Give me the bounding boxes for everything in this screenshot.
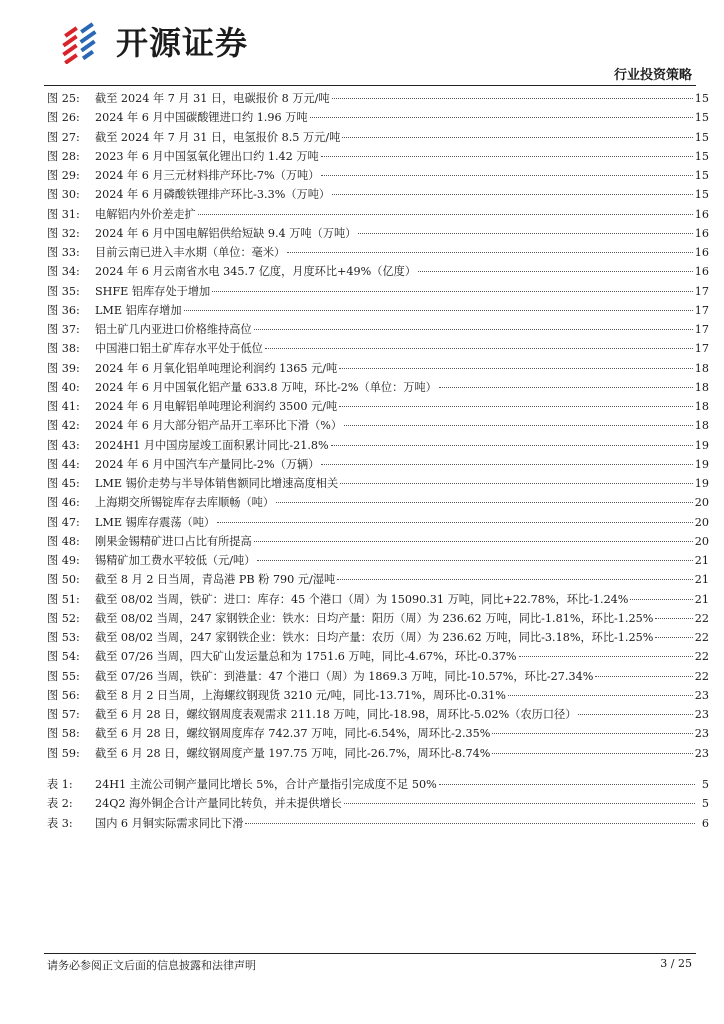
dot-leader (321, 156, 693, 157)
toc-entry-title[interactable]: 截至 07/26 当周，铁矿：到港量：47 个港口（周）为 1869.3 万吨，同比-10.57%，环比-27.34% (95, 669, 594, 683)
toc-entry-number: 图 54: (47, 650, 80, 664)
toc-entry-title[interactable]: 截至 07/26 当周，四大矿山发运量总和为 1751.6 万吨，同比-4.67%，环比-0.37% (95, 650, 517, 664)
brand-logo (62, 22, 248, 64)
toc-entry-page[interactable]: 23 (694, 746, 709, 760)
toc-entry-title[interactable]: LME 锡库存震荡（吨） (95, 515, 216, 529)
figure-toc-row[interactable] (47, 89, 709, 108)
toc-entry-number: 图 38: (47, 342, 80, 356)
dot-leader (655, 618, 692, 619)
toc-entry-number: 图 25: (47, 92, 80, 105)
toc-entry-title[interactable]: 24H1 主流公司铜产量同比增长 5%，合计产量指引完成度不足 50% (95, 778, 437, 791)
toc-entry-number: 图 34: (47, 265, 80, 279)
toc-entry-title[interactable]: 截至 08/02 当周，铁矿：进口：库存：45 个港口（周）为 15090.31 万吨，同比+22.78%，环比-1.24% (95, 592, 629, 606)
page-number: 3 / 25 (660, 957, 692, 970)
toc-entry-page[interactable]: 17 (694, 342, 709, 356)
toc-entry-page[interactable]: 17 (694, 284, 709, 298)
toc-entry-number: 图 46: (47, 496, 80, 510)
figure-toc-row[interactable] (47, 359, 709, 378)
toc-entry-title[interactable]: 2024 年 6 月中国碳酸锂进口约 1.96 万吨 (95, 111, 308, 125)
toc-entry-title[interactable]: 截至 6 月 28 日，螺纹钢周度库存 742.37 万吨，同比-6.54%，周环比-2.35% (95, 727, 491, 741)
toc-entry-number: 图 56: (47, 688, 80, 702)
toc-entry-title[interactable]: 2024 年 6 月磷酸铁锂排产环比-3.3%（万吨） (95, 188, 331, 202)
toc-entry-title[interactable]: 2024 年 6 月电解铝单吨理论利润约 3500 元/吨 (95, 400, 338, 413)
toc-entry-title[interactable]: 2024 年 6 月大部分铝产品开工率环比下滑（%） (95, 419, 343, 433)
toc-entry-page[interactable]: 22 (694, 631, 709, 644)
header-divider (44, 85, 696, 86)
toc-entry-title[interactable]: 2024 年 6 月三元材料排产环比-7%（万吨） (95, 169, 320, 182)
toc-entry-title[interactable]: 截至 2024 年 7 月 31 日，电碳报价 8 万元/吨 (95, 92, 330, 105)
dot-leader (245, 823, 695, 824)
toc-entry-title[interactable]: 上海期交所锡锭库存去库顺畅（吨） (95, 496, 275, 510)
toc-entry-page[interactable]: 16 (694, 207, 709, 221)
dot-leader (198, 214, 693, 215)
figure-toc-row[interactable] (47, 108, 709, 127)
dot-leader (217, 522, 693, 523)
figure-toc-row[interactable] (47, 724, 709, 743)
toc-entry-page[interactable]: 21 (694, 573, 709, 587)
figure-toc-row[interactable] (47, 686, 709, 705)
dot-leader (655, 637, 692, 638)
toc-entry-title[interactable]: 中国港口铝土矿库存水平处于低位 (95, 342, 263, 356)
figure-toc-row[interactable] (47, 416, 709, 435)
dot-leader (630, 599, 692, 600)
dot-leader (492, 753, 692, 754)
dot-leader (254, 541, 693, 542)
dot-leader (321, 464, 692, 465)
dot-leader (310, 117, 693, 118)
toc-entry-title[interactable]: 2023 年 6 月中国氢氧化锂出口约 1.42 万吨 (95, 149, 319, 163)
toc-entry-page[interactable]: 19 (694, 477, 709, 490)
toc-entry-page[interactable]: 6 (701, 816, 709, 830)
toc-entry-page[interactable]: 22 (694, 669, 709, 683)
toc-entry-number: 图 28: (47, 149, 80, 163)
toc-entry-page[interactable]: 20 (694, 496, 709, 510)
toc-entry-page[interactable]: 5 (701, 778, 709, 791)
toc-entry-number: 表 2: (47, 797, 73, 811)
dot-leader (492, 733, 692, 734)
toc-entry-page[interactable]: 23 (694, 727, 709, 741)
figure-toc-row[interactable] (47, 339, 709, 358)
toc-entry-page[interactable]: 5 (701, 797, 709, 811)
toc-entry-title[interactable]: 国内 6 月铜实际需求同比下滑 (95, 816, 244, 830)
toc-entry-number: 表 1: (47, 778, 73, 791)
toc-entry-title[interactable]: 铝土矿几内亚进口价格维持高位 (95, 323, 252, 336)
dot-leader (439, 784, 695, 785)
toc-entry-title[interactable]: 刚果金锡精矿进口占比有所提高 (95, 534, 252, 548)
toc-entry-number: 图 58: (47, 727, 80, 741)
dot-leader (257, 560, 692, 561)
toc-entry-page[interactable]: 15 (694, 149, 709, 163)
dot-leader (358, 233, 692, 234)
dot-leader (439, 387, 693, 388)
figure-toc-row[interactable] (47, 493, 709, 512)
figure-toc-row[interactable] (47, 397, 709, 416)
toc-entry-title[interactable]: 截至 6 月 28 日，螺纹钢周度产量 197.75 万吨，同比-26.7%，周环比-8.74% (95, 746, 491, 760)
figure-toc-row[interactable] (47, 628, 709, 647)
toc-entry-title[interactable]: 截至 2024 年 7 月 31 日，电氢报价 8.5 万元/吨 (95, 130, 341, 144)
figure-toc-row[interactable] (47, 185, 709, 204)
toc-entry-page[interactable]: 23 (694, 708, 709, 721)
figure-toc-row[interactable] (47, 744, 709, 763)
toc-entry-title[interactable]: 截至 6 月 28 日，螺纹钢周度表观需求 211.18 万吨，同比-18.98，周环比-5.02%（农历口径） (95, 708, 577, 721)
dot-leader (595, 676, 692, 677)
toc-entry-number: 图 41: (47, 400, 80, 413)
toc-entry-number: 图 55: (47, 669, 80, 683)
toc-entry-page[interactable]: 15 (694, 111, 709, 125)
figure-toc-row[interactable] (47, 667, 709, 686)
toc-entry-number: 图 27: (47, 130, 80, 144)
toc-entry-page[interactable]: 22 (694, 650, 709, 664)
dot-leader (212, 291, 693, 292)
toc-entry-page[interactable]: 15 (694, 169, 709, 182)
figure-toc-row[interactable] (47, 570, 709, 589)
toc-entry-page[interactable]: 21 (694, 554, 709, 567)
table-list (47, 775, 709, 833)
figure-toc-row[interactable] (47, 166, 709, 185)
toc-entry-page[interactable]: 18 (694, 419, 709, 433)
dot-leader (254, 329, 693, 330)
toc-entry-number: 图 32: (47, 226, 80, 240)
figure-list (47, 89, 709, 763)
toc-entry-number: 图 43: (47, 438, 80, 452)
toc-entry-page[interactable]: 15 (694, 92, 709, 105)
dot-leader (344, 803, 695, 804)
dot-leader (265, 348, 693, 349)
toc-entry-number: 图 57: (47, 708, 80, 721)
toc-entry-number: 表 3: (47, 816, 73, 830)
toc-entry-title[interactable]: 2024H1 月中国房屋竣工面积累计同比-21.8% (95, 438, 329, 452)
toc-entry-title[interactable]: 截至 8 月 2 日当周，上海螺纹钢现货 3210 元/吨，同比-13.71%，周环比-0.31% (95, 688, 506, 702)
toc-entry-page[interactable]: 15 (694, 188, 709, 202)
toc-entry-number: 图 42: (47, 419, 80, 433)
toc-entry-number: 图 45: (47, 477, 80, 490)
toc-entry-page[interactable]: 18 (694, 361, 709, 375)
toc-entry-title[interactable]: 目前云南已进入丰水期（单位：毫米） (95, 246, 286, 259)
page-header (0, 0, 724, 92)
toc-entry-page[interactable]: 21 (694, 592, 709, 606)
dot-leader (519, 656, 693, 657)
toc-entry-title[interactable]: 2024 年 6 月中国氧化铝产量 633.8 万吨，环比-2%（单位：万吨） (95, 380, 437, 394)
toc-entry-page[interactable]: 17 (694, 303, 709, 317)
table-toc-row[interactable] (47, 794, 709, 813)
toc-entry-number: 图 49: (47, 554, 80, 567)
dot-leader (508, 695, 693, 696)
toc-entry-page[interactable]: 19 (694, 438, 709, 452)
figure-toc-row[interactable] (47, 320, 709, 339)
table-toc-row[interactable] (47, 814, 709, 833)
figure-toc-row[interactable] (47, 224, 709, 243)
toc-entry-number: 图 26: (47, 111, 80, 125)
toc-entry-number: 图 36: (47, 303, 80, 317)
kaiyuan-logo-icon (62, 22, 108, 64)
toc-entry-page[interactable]: 15 (694, 130, 709, 144)
toc-entry-page[interactable]: 16 (694, 246, 709, 259)
figure-toc-row[interactable] (47, 532, 709, 551)
dot-leader (342, 137, 692, 138)
dot-leader (344, 425, 693, 426)
toc-entry-number: 图 53: (47, 631, 80, 644)
figure-toc-row[interactable] (47, 378, 709, 397)
toc-entry-number: 图 48: (47, 534, 80, 548)
dot-leader (578, 714, 692, 715)
toc-entry-title[interactable]: 2024 年 6 月氧化铝单吨理论利润约 1365 元/吨 (95, 361, 338, 375)
toc-entry-title[interactable]: 截至 08/02 当周，247 家钢铁企业：铁水：日均产量：阳历（周）为 236.62 万吨，同比-1.81%，环比-1.25% (95, 611, 654, 625)
figure-toc-row[interactable] (47, 513, 709, 532)
figure-toc-row[interactable] (47, 609, 709, 628)
dot-leader (184, 310, 693, 311)
dot-leader (331, 445, 693, 446)
toc-entry-title[interactable]: 截至 08/02 当周，247 家钢铁企业：铁水：日均产量：农历（周）为 236.62 万吨，同比-3.18%，环比-1.25% (95, 631, 654, 644)
footer-divider (44, 953, 696, 954)
toc-entry-page[interactable]: 18 (694, 380, 709, 394)
toc-entry-title[interactable]: 24Q2 海外铜企合计产量同比转负，并未提供增长 (95, 797, 342, 811)
figure-toc-row[interactable] (47, 551, 709, 570)
toc-entry-number: 图 30: (47, 188, 80, 202)
toc-entry-page[interactable]: 20 (694, 534, 709, 548)
dot-leader (337, 579, 693, 580)
dot-leader (332, 194, 693, 195)
dot-leader (276, 502, 693, 503)
figure-toc-row[interactable] (47, 647, 709, 666)
figure-toc-row[interactable] (47, 128, 709, 147)
dot-leader (339, 368, 693, 369)
dot-leader (287, 252, 693, 253)
toc-entry-title[interactable]: 2024 年 6 月中国电解铝供给短缺 9.4 万吨（万吨） (95, 226, 357, 240)
toc-entry-title[interactable]: LME 铝库存增加 (95, 303, 182, 317)
figure-toc-row[interactable] (47, 590, 709, 609)
toc-entry-number: 图 44: (47, 457, 80, 471)
toc-entry-number: 图 52: (47, 611, 80, 625)
figure-toc-row[interactable] (47, 282, 709, 301)
toc-entry-page[interactable]: 20 (694, 515, 709, 529)
toc-entry-page[interactable]: 16 (694, 265, 709, 279)
figure-toc-row[interactable] (47, 705, 709, 724)
dot-leader (418, 271, 693, 272)
toc-entry-title[interactable]: 2024 年 6 月云南省水电 345.7 亿度，月度环比+49%（亿度） (95, 265, 417, 279)
dot-leader (339, 406, 693, 407)
toc-entry-page[interactable]: 19 (694, 457, 709, 471)
figure-toc-row[interactable] (47, 262, 709, 281)
toc-entry-number: 图 47: (47, 515, 80, 529)
toc-entry-title[interactable]: SHFE 铝库存处于增加 (95, 284, 211, 298)
figure-toc-row[interactable] (47, 205, 709, 224)
dot-leader (332, 98, 693, 99)
toc-entry-number: 图 40: (47, 380, 80, 394)
toc-entry-number: 图 51: (47, 592, 80, 606)
dot-leader (321, 175, 692, 176)
toc-entry-number: 图 35: (47, 284, 80, 298)
toc-entry-page[interactable]: 22 (694, 611, 709, 625)
toc-entry-number: 图 50: (47, 573, 80, 587)
toc-entry-number: 图 29: (47, 169, 80, 182)
figure-toc-row[interactable] (47, 243, 709, 262)
toc-entry-page[interactable]: 17 (694, 323, 709, 336)
toc-entry-number: 图 37: (47, 323, 80, 336)
dot-leader (340, 483, 693, 484)
table-toc-row[interactable] (47, 775, 709, 794)
toc-entry-number: 图 59: (47, 746, 80, 760)
toc-entry-title[interactable]: 截至 8 月 2 日当周，青岛港 PB 粉 790 元/湿吨 (95, 573, 336, 587)
report-type-label: 行业投资策略 (613, 68, 692, 83)
figure-toc-row[interactable] (47, 436, 709, 455)
toc-entry-page[interactable]: 16 (694, 226, 709, 240)
brand-name: 开源证券 (116, 24, 249, 62)
toc-entry-title[interactable]: 锡精矿加工费水平较低（元/吨） (95, 554, 256, 567)
figure-toc-row[interactable] (47, 301, 709, 320)
toc-entry-number: 图 31: (47, 207, 80, 221)
footer-disclaimer: 请务必参阅正文后面的信息披露和法律声明 (47, 959, 256, 972)
figure-toc-row[interactable] (47, 455, 709, 474)
toc-entry-number: 图 39: (47, 361, 80, 375)
toc-entry-page[interactable]: 23 (694, 688, 709, 702)
figure-toc-row[interactable] (47, 474, 709, 493)
toc-entry-page[interactable]: 18 (694, 400, 709, 413)
figure-toc-row[interactable] (47, 147, 709, 166)
toc-entry-title[interactable]: 电解铝内外价差走扩 (95, 207, 196, 221)
toc-entry-title[interactable]: LME 锡价走势与半导体销售额同比增速高度相关 (95, 477, 339, 490)
toc-entry-number: 图 33: (47, 246, 80, 259)
toc-entry-title[interactable]: 2024 年 6 月中国汽车产量同比-2%（万辆） (95, 457, 320, 471)
